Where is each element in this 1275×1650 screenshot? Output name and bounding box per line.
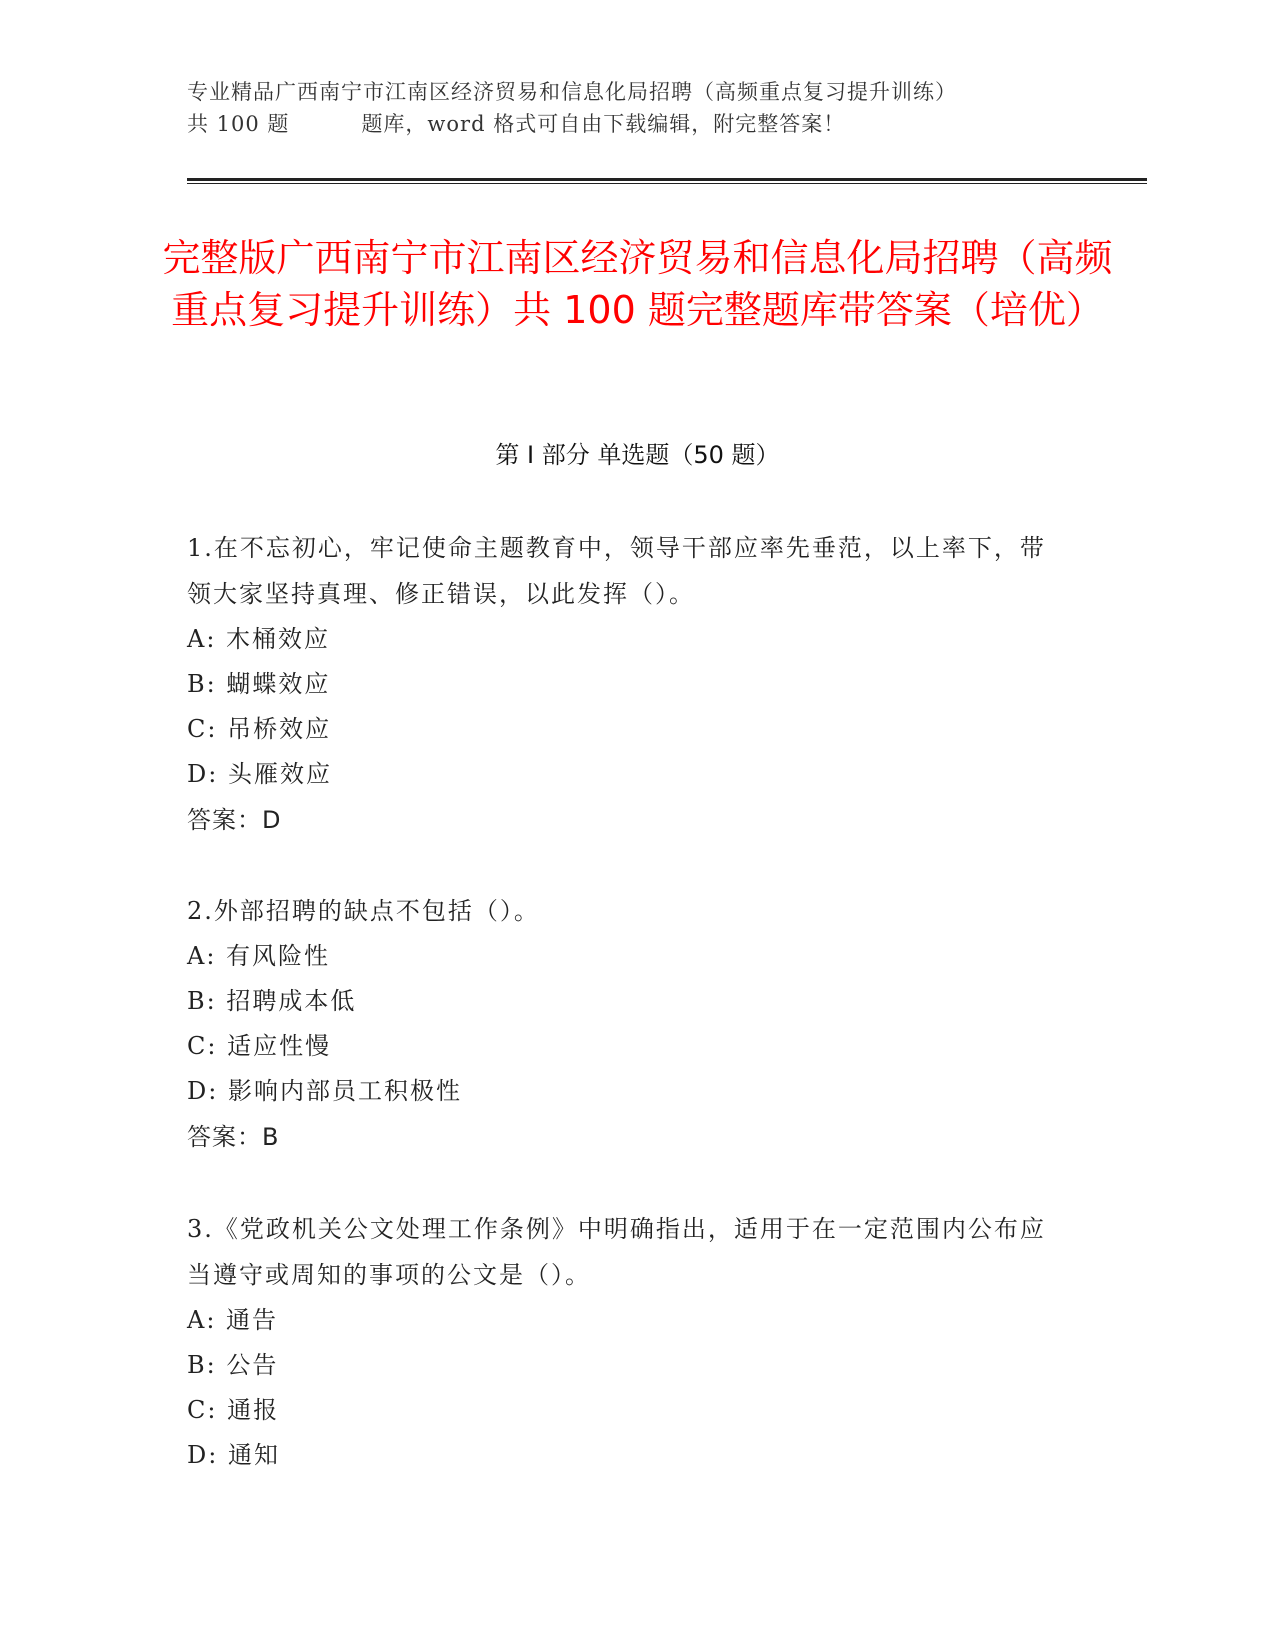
option-b: B: 蝴蝶效应 xyxy=(187,670,331,698)
option-c: C: 通报 xyxy=(187,1396,280,1424)
header-divider-thick xyxy=(187,178,1147,181)
option-b: B: 公告 xyxy=(187,1351,279,1379)
question-stem: 1.在不忘初心，牢记使命主题教育中，领导干部应率先垂范，以上率下，带领大家坚持真理、修正错误，以此发挥（）。 xyxy=(187,534,1046,608)
option-a: A: 木桶效应 xyxy=(187,625,331,653)
question-1 xyxy=(187,525,1067,843)
document-title: 完整版广西南宁市江南区经济贸易和信息化局招聘（高频重点复习提升训练）共 100 题完整题库带答案（培优） xyxy=(162,236,1113,332)
option-d: D: 通知 xyxy=(187,1441,280,1469)
question-stem: 2.外部招聘的缺点不包括（）。 xyxy=(187,897,540,925)
question-stem: 3.《党政机关公文处理工作条例》中明确指出，适用于在一定范围内公布应当遵守或周知的事项的公文是（）。 xyxy=(187,1215,1046,1289)
option-a: A: 有风险性 xyxy=(187,942,331,970)
question-3 xyxy=(187,1206,1067,1478)
header-line-2 xyxy=(187,108,1087,140)
option-c: C: 适应性慢 xyxy=(187,1032,332,1060)
header-line-1: 专业精品广西南宁市江南区经济贸易和信息化局招聘（高频重点复习提升训练） xyxy=(187,80,957,104)
option-d: D: 影响内部员工积极性 xyxy=(187,1077,462,1105)
question-2 xyxy=(187,888,1067,1160)
answer-text: 答案：D xyxy=(187,806,282,834)
option-d: D: 头雁效应 xyxy=(187,760,332,788)
option-a: A: 通告 xyxy=(187,1306,279,1334)
header-line-2-suffix: 题库，word 格式可自由下载编辑，附完整答案！ xyxy=(361,112,846,136)
header-divider-thin xyxy=(187,183,1147,184)
header-line-2-prefix: 共 100 题 xyxy=(187,112,290,136)
header-note xyxy=(187,76,1087,140)
section-heading: 第 I 部分 单选题（50 题） xyxy=(495,441,780,469)
answer-text: 答案：B xyxy=(187,1123,280,1151)
option-c: C: 吊桥效应 xyxy=(187,715,332,743)
option-b: B: 招聘成本低 xyxy=(187,987,357,1015)
